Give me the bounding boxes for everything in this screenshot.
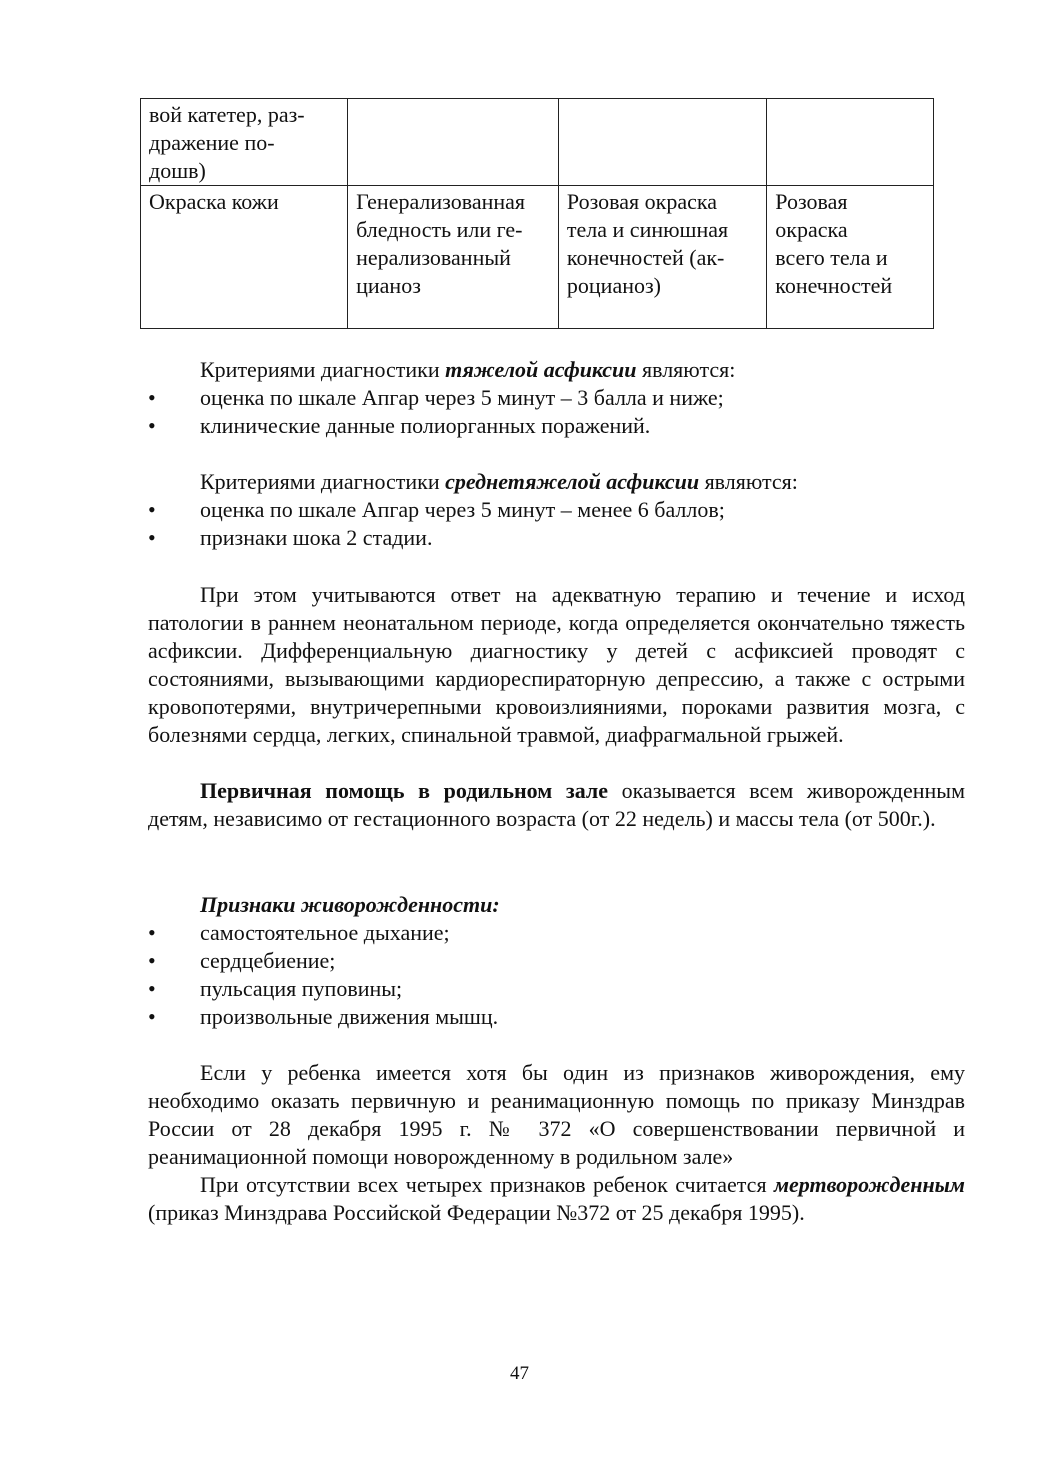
page-number: 47: [510, 1363, 529, 1384]
table-row: [141, 186, 934, 329]
list-item: [148, 524, 432, 552]
paragraph-text: оказывается всем живорожденным детям, независимо от гестационного возраста (от 22 недель) и массы тела (от 500г.).: [148, 778, 965, 831]
paragraph-order: Если у ребенка имеется хотя бы один из признаков живорождения, ему необходимо оказать первичную и реанимационную помощь по приказу Минздрав России от 28 декабря 1995 г. № 372 «О совершенствовании первичной и реанимационной помощи новорожденному в родильном зале»: [148, 1060, 965, 1169]
list-item-text: оценка по шкале Апгар через 5 минут – 3 балла и ниже;: [200, 385, 724, 410]
stillborn-term: мертворожденным: [773, 1172, 965, 1197]
lead-text: являются:: [636, 357, 736, 382]
table-cell: [141, 99, 348, 186]
bullet-icon: •: [148, 920, 156, 945]
list-item-text: признаки шока 2 стадии.: [200, 525, 433, 550]
list-item-text: произвольные движения мышц.: [200, 1004, 499, 1029]
cell-text: Окраска кожи: [149, 189, 279, 214]
table-cell: [141, 186, 348, 329]
cell-text: вой катетер, раз- дражение по- дошв): [149, 102, 305, 183]
severe-asphyxia-term: тяжелой асфиксии: [445, 357, 637, 382]
signs-heading: Признаки живорожденности:: [200, 892, 500, 917]
lead-text: Критериями диагностики: [200, 357, 446, 382]
list-item: [148, 975, 402, 1003]
bullet-icon: •: [148, 385, 156, 410]
bullet-icon: •: [148, 948, 156, 973]
cell-text: Генерализованная бледность или ге- нерализованный цианоз: [356, 189, 526, 298]
paragraph-stillborn: [148, 1171, 965, 1227]
bullet-icon: •: [148, 413, 156, 438]
list-item: [148, 384, 724, 412]
paragraph-text: (приказ Минздрава Российской Федерации №372 от 25 декабря 1995).: [148, 1200, 805, 1225]
table-cell: [348, 99, 559, 186]
bullet-icon: •: [148, 1004, 156, 1029]
list-item: [148, 947, 335, 975]
paragraph-differential: При этом учитываются ответ на адекватную терапию и течение и исход патологии в раннем неонатальном периоде, когда определяется окончательно тяжесть асфиксии. Дифференциальную диагностику у детей с асфиксией проводят с состояниями, вызывающими кардиореспираторную депрессию, а также с острыми кровопотерями, внутричерепными кровоизлияниями, пороками развития мозга, с болезнями сердца, легких, спинальной травмой, диафрагмальной грыжей.: [148, 582, 965, 747]
list-item: [148, 919, 450, 947]
lead-text: являются:: [699, 469, 798, 494]
list-item-text: сердцебиение;: [200, 948, 336, 973]
list-item-text: оценка по шкале Апгар через 5 минут – менее 6 баллов;: [200, 497, 725, 522]
lead-text: Критериями диагностики: [200, 469, 446, 494]
list-item: [148, 412, 650, 440]
moderate-asphyxia-term: среднетяжелой асфиксии: [445, 469, 700, 494]
severe-criteria-lead: [200, 356, 735, 384]
primary-care-term: Первичная помощь в родильном зале: [200, 778, 609, 803]
list-item-text: пульсация пуповины;: [200, 976, 403, 1001]
paragraph-primary-care: [148, 777, 965, 833]
cell-text: Розовая окраска тела и синюшная конечностей (ак- роцианоз): [566, 189, 729, 298]
table-cell: [767, 186, 934, 329]
bullet-icon: •: [148, 525, 156, 550]
list-item-text: клинические данные полиорганных поражений.: [200, 413, 651, 438]
cell-text: Розовая окраска всего тела и конечностей: [775, 189, 893, 298]
table-cell: [348, 186, 559, 329]
bullet-icon: •: [148, 976, 156, 1001]
table-cell: [767, 99, 934, 186]
apgar-table: [140, 98, 934, 329]
paragraph-text: При отсутствии всех четырех признаков ребенок считается: [200, 1172, 774, 1197]
table-cell: [558, 186, 766, 329]
list-item: [148, 496, 725, 524]
table-row: [141, 99, 934, 186]
bullet-icon: •: [148, 497, 156, 522]
list-item: [148, 1003, 498, 1031]
table-cell: [558, 99, 766, 186]
moderate-criteria-lead: [200, 468, 798, 496]
list-item-text: самостоятельное дыхание;: [200, 920, 450, 945]
